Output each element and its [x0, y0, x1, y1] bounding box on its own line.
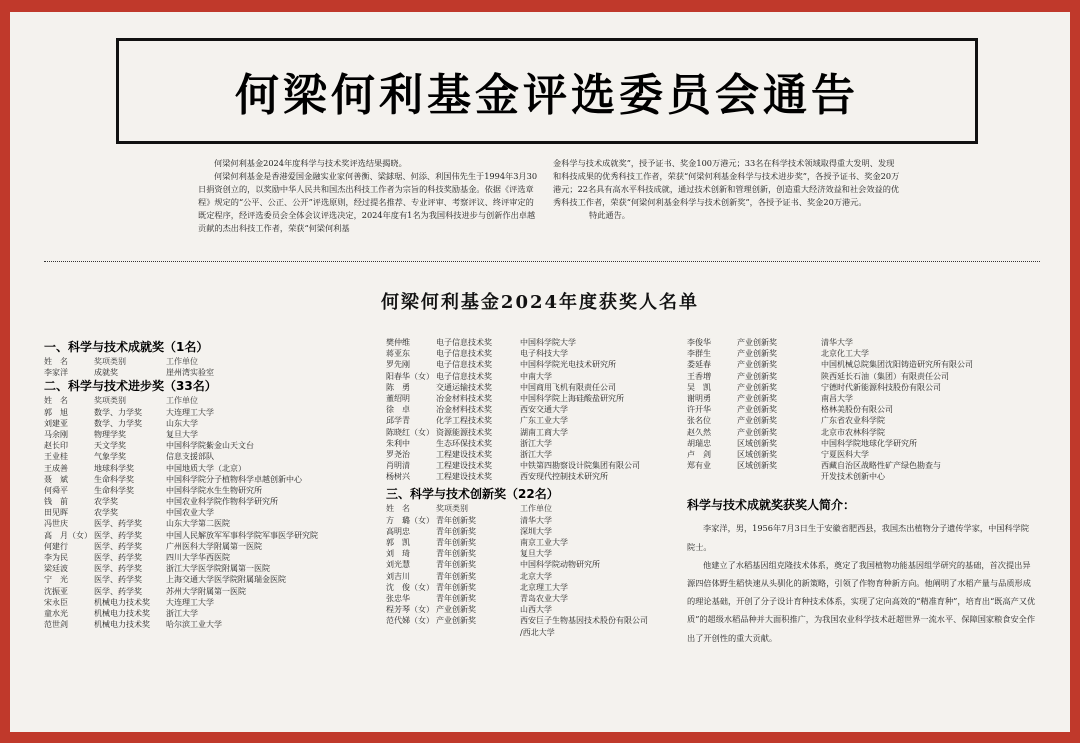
laureate-bio	[687, 496, 1047, 646]
table-row	[386, 404, 716, 415]
winner-name: 郭 凯	[386, 538, 410, 547]
winner-unit: 复旦大学	[520, 549, 552, 559]
table-header	[44, 395, 374, 406]
winner-category: 医学、药学奖	[94, 575, 142, 585]
winner-name: 李俊华	[687, 338, 711, 347]
winner-name: 梁廷波	[44, 564, 68, 574]
winner-name: 陈 勇	[386, 382, 410, 392]
winner-unit: 中国科学院紫金山天文台	[166, 441, 254, 451]
winner-name: 李家洋	[44, 368, 68, 378]
intro-right-column	[553, 157, 901, 222]
winner-category: 电子信息技术奖	[436, 360, 492, 370]
winner-name: 范世剑	[44, 620, 68, 630]
winner-name: 高 月（女）	[44, 530, 92, 540]
winner-name: 王香増	[687, 371, 711, 381]
section-heading-achievement: 一、科学与技术成就奖（1名）	[44, 340, 209, 354]
winner-name: 程芳琴（女）	[386, 605, 434, 615]
winner-unit: 大连理工大学	[166, 597, 214, 607]
winner-unit: 中国地质大学（北京）	[166, 463, 246, 473]
winner-name: 赵久然	[687, 427, 711, 437]
table-row	[386, 515, 716, 526]
winner-unit: 陕西延长石油（集团）有限责任公司	[821, 371, 949, 381]
table-row	[44, 619, 374, 630]
table-row	[386, 615, 716, 626]
bio-paragraph-1: 李家洋，男，1956年7月3日生于安徽省肥西县，我国杰出植物分子遗传学家，中国科学院院士。	[687, 523, 1030, 552]
table-row	[386, 548, 716, 559]
winner-category: 区域创新奖	[737, 461, 777, 471]
winner-unit: 中国机械总院集团沈阳铸造研究所有限公司	[821, 360, 973, 370]
winner-category: 冶金材料技术奖	[436, 393, 492, 403]
winner-unit: 信息支援部队	[166, 452, 214, 462]
winner-unit: 北京理工大学	[520, 582, 568, 592]
winner-name: 童水光	[44, 608, 68, 618]
winner-category: 青年创新奖	[436, 526, 476, 536]
innovation-rows-a	[386, 515, 716, 627]
winner-unit: 广东省农业科学院	[821, 416, 885, 426]
winner-name: 娄延春	[687, 360, 711, 370]
winner-name: 徐 卓	[386, 405, 410, 415]
newspaper-page	[10, 12, 1070, 732]
table-row	[386, 337, 716, 348]
winner-category: 机械电力技术奖	[94, 608, 150, 618]
winner-name: 王成善	[44, 463, 68, 473]
winner-category: 资源能源技术奖	[436, 427, 492, 437]
winner-unit: 西安交通大学	[520, 405, 568, 415]
winner-category: 青年创新奖	[436, 560, 476, 570]
winner-name: 马余刚	[44, 429, 68, 439]
winner-category: 产业创新奖	[436, 616, 476, 626]
winner-category: 生命科学奖	[94, 474, 134, 484]
winner-unit: 广州医科大学附属第一医院	[166, 541, 262, 551]
winner-category: 化学工程技术奖	[436, 416, 492, 426]
unit-continuation: /西北大学	[520, 627, 555, 637]
winner-unit: 西藏自治区战略性矿产绿色勘查与	[821, 461, 941, 471]
winner-unit: 南昌大学	[821, 393, 853, 403]
winner-unit: 复旦大学	[166, 429, 198, 439]
table-row	[386, 371, 716, 382]
table-row	[386, 382, 716, 393]
winner-name: 郑有业	[687, 461, 711, 471]
winner-category: 机械电力技术奖	[94, 597, 150, 607]
progress-rows-a	[44, 407, 374, 631]
winner-unit: 清华大学	[821, 338, 853, 347]
table-row	[44, 507, 374, 518]
winner-unit: 中国科学院地球化学研究所	[821, 438, 917, 448]
winner-category: 产业创新奖	[737, 338, 777, 347]
winner-category: 冶金材料技术奖	[436, 405, 492, 415]
winner-category: 数学、力学奖	[94, 418, 142, 428]
winner-name: 沈 俊（女）	[386, 582, 434, 592]
header-unit: 工作单位	[166, 357, 198, 366]
table-row	[44, 429, 374, 440]
winner-name: 聂 斌	[44, 474, 68, 484]
table-row	[44, 440, 374, 451]
winner-unit: 宁德时代新能源科技股份有限公司	[821, 382, 941, 392]
winner-name: 何建行	[44, 541, 68, 551]
winner-category: 交通运输技术奖	[436, 382, 492, 392]
table-row	[44, 463, 374, 474]
winner-unit: 西安现代控制技术研究所	[520, 472, 608, 482]
winner-category: 物理学奖	[94, 429, 126, 439]
table-row	[44, 586, 374, 597]
table-row	[386, 438, 716, 449]
progress-rows-b	[386, 337, 716, 482]
winner-name: 赵长印	[44, 441, 68, 451]
table-row	[386, 582, 716, 593]
winner-category: 青年创新奖	[436, 593, 476, 603]
page-title: 何梁何利基金评选委员会通告	[235, 70, 859, 121]
winner-category: 工程建设技术奖	[436, 461, 492, 471]
winner-name: 方 璐（女）	[386, 515, 434, 525]
winner-unit: 北京市农林科学院	[821, 427, 885, 437]
winner-unit: 广东工业大学	[520, 416, 568, 426]
winner-name: 樊仲维	[386, 338, 410, 347]
winner-name: 钱 前	[44, 497, 68, 507]
table-row	[44, 367, 374, 378]
winner-name: 宁 光	[44, 575, 68, 585]
winner-unit: 湖南工商大学	[520, 427, 568, 437]
header-category: 奖项类别	[436, 504, 468, 514]
winner-category: 农学奖	[94, 508, 118, 518]
winner-unit: 中国人民解放军军事科学院军事医学研究院	[166, 530, 318, 540]
winner-name: 刘 琦	[386, 549, 410, 559]
winner-category: 产业创新奖	[737, 382, 777, 392]
winner-category: 产业创新奖	[737, 405, 777, 415]
winner-unit: 大连理工大学	[166, 407, 214, 417]
winner-name: 董绍明	[386, 393, 410, 403]
achievement-rows	[44, 367, 374, 378]
winner-name: 阳春华（女）	[386, 371, 434, 381]
winner-unit: 苏州大学附属第一医院	[166, 586, 246, 596]
winner-category: 青年创新奖	[436, 549, 476, 559]
table-row	[687, 393, 1047, 404]
winner-unit: 浙江大学	[166, 608, 198, 618]
innovation-rows-b	[687, 337, 1047, 471]
header-unit: 工作单位	[520, 504, 552, 514]
table-row	[687, 460, 1047, 471]
winner-name: 谢明勇	[687, 393, 711, 403]
table-row	[386, 393, 716, 404]
table-row	[687, 438, 1047, 449]
winner-unit: 四川大学华西医院	[166, 553, 230, 562]
header-unit: 工作单位	[166, 396, 198, 406]
winner-unit: 山西大学	[520, 605, 552, 615]
winner-category: 产业创新奖	[737, 393, 777, 403]
winner-category: 医学、药学奖	[94, 519, 142, 529]
winner-category: 区域创新奖	[737, 449, 777, 459]
winner-name: 陈晓红（女）	[386, 427, 434, 437]
winner-name: 刘建亚	[44, 418, 68, 428]
table-row	[386, 571, 716, 582]
winner-category: 工程建设技术奖	[436, 472, 492, 482]
winner-category: 生命科学奖	[94, 485, 134, 495]
table-row	[44, 574, 374, 585]
unit-continuation: 开发技术创新中心	[821, 472, 885, 482]
table-row	[687, 348, 1047, 359]
winner-unit: 浙江大学医学院附属第一医院	[166, 564, 270, 574]
winner-name: 范代娣（女）	[386, 616, 434, 626]
winner-name: 冯世庆	[44, 519, 68, 529]
table-row	[687, 427, 1047, 438]
intro-sign-off: 特此通告。	[589, 210, 630, 220]
winner-unit: 西安巨子生物基因技术股份有限公司	[520, 616, 648, 626]
winner-category: 地球科学奖	[94, 463, 134, 473]
winner-name: 田见晖	[44, 508, 68, 518]
winner-category: 电子信息技术奖	[436, 349, 492, 359]
table-header	[386, 503, 716, 514]
winner-name: 肖明清	[386, 461, 410, 471]
header-name: 姓 名	[44, 396, 68, 406]
header-category: 奖项类别	[94, 357, 126, 366]
winner-unit: 深圳大学	[520, 526, 552, 536]
table-row	[44, 418, 374, 429]
winner-category: 医学、药学奖	[94, 541, 142, 551]
winner-unit: 中国商用飞机有限责任公司	[520, 382, 616, 392]
winner-unit: 中国科学院分子植物科学卓越创新中心	[166, 474, 302, 484]
winner-unit: 中国科学院动物研究所	[520, 560, 600, 570]
table-row	[44, 474, 374, 485]
winner-category: 产业创新奖	[737, 349, 777, 359]
winner-name: 邱学青	[386, 416, 410, 426]
table-row	[386, 359, 716, 370]
winner-unit: 上海交通大学医学院附属瑞金医院	[166, 575, 286, 585]
table-row	[44, 518, 374, 529]
winner-category: 天文学奖	[94, 441, 126, 451]
intro-paragraph-2: 何梁何利基金是香港爱国金融实业家何善衡、梁銶琚、何添、利国伟先生于1994年3月30日捐资创立的，以奖励中华人民共和国杰出科技工作者为宗旨的科技奖励基金。依据《评选章程》规定的“公平、公正、公开”评选原则，经过提名推荐、专业评审、考察评议、终评审定的既定程序，经评选委员会全体会议评选决定，2024年度有1名为我国科技进步与创新作出卓越贡献的杰出科技工作者，荣获“何梁何利基	[198, 171, 538, 233]
winner-name: 宋永臣	[44, 597, 68, 607]
table-row	[44, 451, 374, 462]
winner-name: 郭 旭	[44, 407, 68, 417]
winner-category: 医学、药学奖	[94, 564, 142, 574]
winner-unit: 中国农业大学	[166, 508, 214, 518]
dotted-divider	[44, 261, 1040, 262]
winner-unit: 浙江大学	[520, 449, 552, 459]
winner-name: 卢 剑	[687, 449, 711, 459]
bio-heading: 科学与技术成就奖获奖人简介：	[687, 498, 856, 513]
winner-unit: 清华大学	[520, 515, 552, 525]
table-row	[44, 496, 374, 507]
winner-category: 农学奖	[94, 497, 118, 507]
table-row	[386, 604, 716, 615]
table-row	[386, 460, 716, 471]
winner-unit: 山东大学	[166, 418, 198, 428]
winner-category: 产业创新奖	[737, 416, 777, 426]
header-category: 奖项类别	[94, 396, 126, 406]
winner-category: 工程建设技术奖	[436, 449, 492, 459]
table-row	[386, 449, 716, 460]
table-row	[386, 593, 716, 604]
winner-name: 王业桂	[44, 452, 68, 462]
table-row	[386, 559, 716, 570]
winner-name: 许开华	[687, 405, 711, 415]
winner-category: 数学、力学奖	[94, 407, 142, 417]
table-row	[687, 337, 1047, 348]
title-frame	[116, 38, 978, 144]
winner-name: 刘光慧	[386, 560, 410, 570]
winner-unit: 中国农业科学院作物科学研究所	[166, 497, 278, 507]
table-row	[44, 530, 374, 541]
winner-category: 产业创新奖	[737, 360, 777, 370]
winner-category: 产业创新奖	[436, 605, 476, 615]
winner-unit: 崖州湾实验室	[166, 368, 214, 378]
table-row	[687, 382, 1047, 393]
winner-name: 李为民	[44, 553, 68, 562]
winner-unit: 浙江大学	[520, 438, 552, 448]
table-row	[44, 597, 374, 608]
winner-category: 产业创新奖	[737, 371, 777, 381]
table-row	[44, 608, 374, 619]
winner-category: 区域创新奖	[737, 438, 777, 448]
winner-unit: 中国科学院大学	[520, 338, 576, 347]
winner-name: 吴 凯	[687, 382, 711, 392]
winner-name: 张名位	[687, 416, 711, 426]
table-row	[44, 563, 374, 574]
header-name: 姓 名	[386, 504, 410, 514]
winner-category: 医学、药学奖	[94, 530, 142, 540]
winner-unit: 哈尔滨工业大学	[166, 620, 222, 630]
winner-category: 电子信息技术奖	[436, 371, 492, 381]
table-row	[386, 471, 716, 482]
winner-category: 青年创新奖	[436, 515, 476, 525]
winner-name: 张忠华	[386, 593, 410, 603]
winner-unit: 格林美股份有限公司	[821, 405, 893, 415]
winner-name: 胡瑞忠	[687, 438, 711, 448]
winner-unit: 中国科学院光电技术研究所	[520, 360, 616, 370]
winner-category: 医学、药学奖	[94, 553, 142, 562]
winner-category: 青年创新奖	[436, 538, 476, 547]
table-row	[386, 537, 716, 548]
winner-name: 罗先刚	[386, 360, 410, 370]
table-row	[386, 526, 716, 537]
winner-category: 青年创新奖	[436, 582, 476, 592]
table-row	[44, 485, 374, 496]
table-row	[44, 552, 374, 563]
winner-category: 产业创新奖	[737, 427, 777, 437]
table-row	[687, 415, 1047, 426]
winner-name: 李群生	[687, 349, 711, 359]
winner-unit: 宁夏医科大学	[821, 449, 869, 459]
winner-unit: 中国科学院上海硅酸盐研究所	[520, 393, 624, 403]
winner-category: 医学、药学奖	[94, 586, 142, 596]
winner-unit: 电子科技大学	[520, 349, 568, 359]
winner-name: 蒋亚东	[386, 349, 410, 359]
winner-unit: 中南大学	[520, 371, 552, 381]
winners-column-2	[386, 337, 716, 638]
winner-unit: 山东大学第二医院	[166, 519, 230, 529]
table-row	[687, 404, 1047, 415]
winner-unit: 北京大学	[520, 571, 552, 581]
winner-unit: 青岛农业大学	[520, 593, 568, 603]
winner-name: 何舜平	[44, 485, 68, 495]
table-row	[687, 359, 1047, 370]
winner-unit: 中国科学院水生生物研究所	[166, 485, 262, 495]
bio-paragraph-2: 他建立了水稻基因组克隆技术体系，奠定了我国植物功能基因组学研究的基础，首次提出异源四倍体野生稻快速从头驯化的新策略，引领了作物育种新方向。他阐明了水稻产量与品质形成的理论基础，开创了分子设计育种技术体系，实现了定向高效的“精准育种”，培育出“既高产又优质”的超级水稻品种并大面积推广，为我国农业科学技术赶超世界一流水平、保障国家粮食安全作出了开创性的重大贡献。	[687, 559, 1036, 643]
table-row	[386, 348, 716, 359]
winner-category: 青年创新奖	[436, 571, 476, 581]
winner-category: 机械电力技术奖	[94, 620, 150, 630]
winner-category: 电子信息技术奖	[436, 338, 492, 347]
section-heading-innovation: 三、科学与技术创新奖（22名）	[386, 487, 559, 502]
table-row	[386, 415, 716, 426]
winner-name: 高明忠	[386, 526, 410, 536]
table-row	[44, 541, 374, 552]
winner-category: 成就奖	[94, 368, 118, 378]
section-heading-progress: 二、科学与技术进步奖（33名）	[44, 379, 217, 394]
winners-column-1	[44, 339, 374, 630]
winner-category: 气象学奖	[94, 452, 126, 462]
winner-unit: 中铁第四勘察设计院集团有限公司	[520, 461, 640, 471]
winner-unit: 南京工业大学	[520, 538, 568, 547]
intro-paragraph-3: 金科学与技术成就奖”，授予证书、奖金100万港元；33名在科学技术领域取得重大发明、发现和科技成果的优秀科技工作者，荣获“何梁何利基金科学与技术进步奖”，各授予证书、奖金20万港元；22名具有高水平科技成就，通过技术创新和管理创新，创造重大经济效益和社会效益的优秀科技工作者，荣获“何梁何利基金科学与技术创新奖”，各授予证书、奖金20万港元。	[553, 158, 900, 207]
header-name: 姓 名	[44, 357, 68, 366]
table-header	[44, 356, 374, 367]
winner-name: 杨树兴	[386, 472, 410, 482]
winner-name: 罗尧治	[386, 449, 410, 459]
winner-name: 刘吉川	[386, 571, 410, 581]
winner-category: 生态环保技术奖	[436, 438, 492, 448]
table-row	[687, 449, 1047, 460]
intro-left-column	[198, 157, 538, 235]
winners-column-3	[687, 337, 1047, 647]
winner-name: 朱利中	[386, 438, 410, 448]
winner-unit: 北京化工大学	[821, 349, 869, 359]
winner-name: 沈振亚	[44, 586, 68, 596]
intro-paragraph-1: 何梁何利基金2024年度科学与技术奖评选结果揭晓。	[214, 158, 407, 168]
table-row	[386, 427, 716, 438]
table-row	[44, 407, 374, 418]
winners-list-title: 何梁何利基金2024年度获奖人名单	[380, 292, 700, 313]
table-row	[687, 371, 1047, 382]
